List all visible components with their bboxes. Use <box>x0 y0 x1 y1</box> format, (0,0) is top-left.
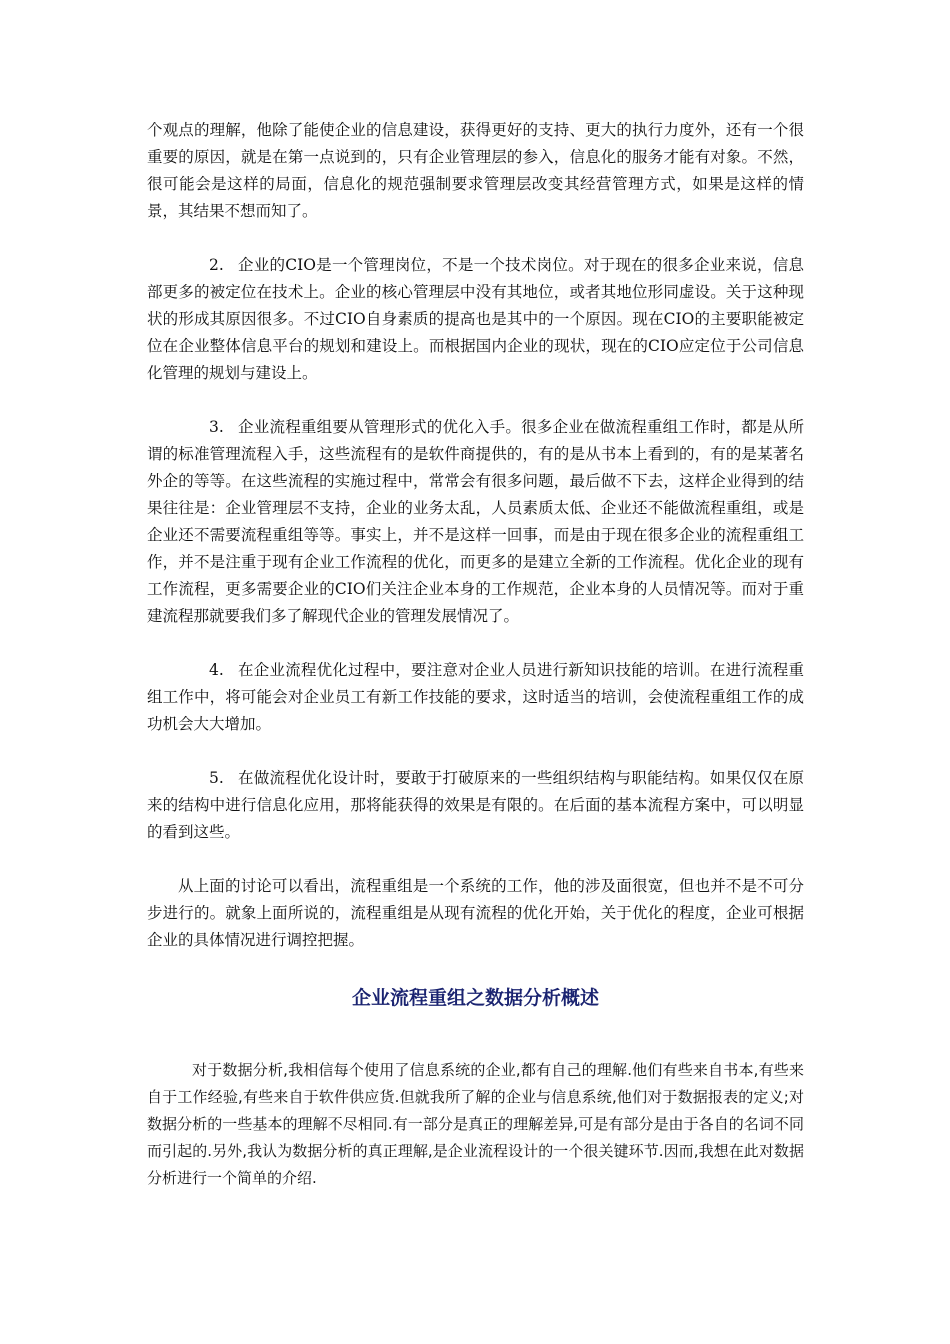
list-item-4 <box>147 657 804 738</box>
intro-paragraph: 个观点的理解，他除了能使企业的信息建设，获得更好的支持、更大的执行力度外，还有一个很重要的原因，就是在第一点说到的，只有企业管理层的参入，信息化的服务才能有对象。不然，很可能会是这样的局面，信息化的规范强制要求管理层改变其经营管理方式，如果是这样的情景，其结果不想而知了。 <box>147 121 804 220</box>
list-item-5 <box>147 765 804 846</box>
item-text: 企业流程重组要从管理形式的优化入手。很多企业在做流程重组工作时，都是从所谓的标准管理流程入手，这些流程有的是软件商提供的，有的是从书本上看到的，有的是某著名外企的等等。在这些流程的实施过程中，常常会有很多问题，最后做不下去，这样企业得到的结果往往是：企业管理层不支持，企业的业务太乱，人员素质太低、企业还不能做流程重组，或是企业还不需要流程重组等等。事实上，并不是这样一回事，而是由于现在很多企业的流程重组工作，并不是注重于现有企业工作流程的优化，而更多的是建立全新的工作流程。优化企业的现有工作流程，更多需要企业的CIO们关注企业本身的工作规范，企业本身的人员情况等。而对于重建流程那就要我们多了解现代企业的管理发展情况了。 <box>147 418 804 625</box>
document-body <box>147 117 804 1192</box>
item-number: 3. <box>209 418 224 436</box>
list-item-3 <box>147 414 804 630</box>
item-number: 5. <box>209 769 224 787</box>
summary-paragraph: 从上面的讨论可以看出，流程重组是一个系统的工作，他的涉及面很宽，但也并不是不可分步进行的。就象上面所说的，流程重组是从现有流程的优化开始，关于优化的程度，企业可根据企业的具体情况进行调控把握。 <box>147 877 804 949</box>
item-text: 在企业流程优化过程中，要注意对企业人员进行新知识技能的培训。在进行流程重组工作中，将可能会对企业员工有新工作技能的要求，这时适当的培训，会使流程重组工作的成功机会大大增加。 <box>147 661 804 733</box>
data-analysis-paragraph: 对于数据分析,我相信每个使用了信息系统的企业,都有自己的理解.他们有些来自书本,有些来自于工作经验,有些来自于软件供应货.但就我所了解的企业与信息系统,他们对于数据报表的定义;对数据分析的一些基本的理解不尽相同.有一部分是真正的理解差异,可是有部分是由于各自的名词不同而引起的.另外,我认为数据分析的真正理解,是企业流程设计的一个很关键环节.因而,我想在此对数据分析进行一个简单的介绍. <box>147 1061 804 1187</box>
item-text: 企业的CIO是一个管理岗位，不是一个技术岗位。对于现在的很多企业来说，信息部更多的被定位在技术上。企业的核心管理层中没有其地位，或者其地位形同虚设。关于这种现状的形成其原因很多。不过CIO自身素质的提高也是其中的一个原因。现在CIO的主要职能被定位在企业整体信息平台的规划和建设上。而根据国内企业的现状，现在的CIO应定位于公司信息化管理的规划与建设上。 <box>147 256 804 382</box>
item-number: 2. <box>209 256 224 274</box>
item-text: 在做流程优化设计时，要敢于打破原来的一些组织结构与职能结构。如果仅仅在原来的结构中进行信息化应用，那将能获得的效果是有限的。在后面的基本流程方案中，可以明显的看到这些。 <box>147 769 804 841</box>
section-heading: 企业流程重组之数据分析概述 <box>351 987 599 1009</box>
item-number: 4. <box>209 661 224 679</box>
list-item-2 <box>147 252 804 387</box>
